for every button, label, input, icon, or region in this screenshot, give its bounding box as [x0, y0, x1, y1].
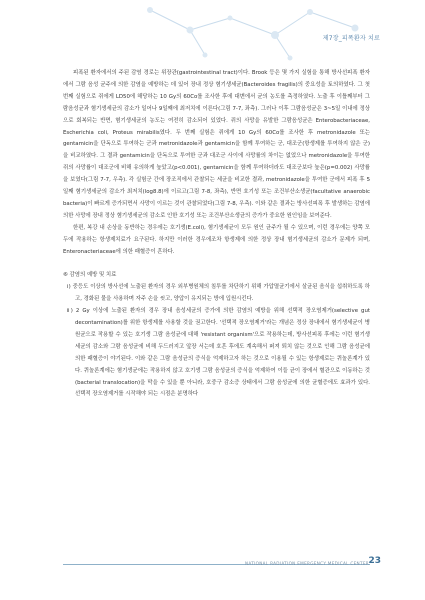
paragraph: 피폭된 환자에서의 주된 감염 경로는 위장관(gastrointestinal tract)이다. Brook 등은 몇 가지 실험을 통해 방사선피폭 환자에서 그람 음성 균주에 의한 감염을 예방하는 데 있어 장내 정상 혐기생세균(Bacteroides fragilis)의 중요성을 토의하였다. 그 첫 번째 실험으로 쥐에게 LD50에 해당하는 10 Gy의 60Co를 조사한 후에 대변에서 균의 농도를 측정하였다. 노출 후 이틀째부터 그람음성균과 혐기생세균의 감소가 일어나 9일째에 최저치에 이른다(그림 7-7, 좌측). 그러나 이후 그람음성균은 3~5일 이내에 정상으로 회복되는 반면, 혐기생세균의 농도는 여전히 감소되어 있었다. 쥐의 사망을 유발한 그람음성균은 Enterobacteriaceae, Escherichia coli, Proteus mirabilis였다. 두 번째 실험은 쥐에게 10 Gy의 60Co를 조사한 후 metronidazole 또는 gentamicin을 단독으로 투여하는 군과 metronidazole과 gentamicin을 함께 투여하는 군, 대조군(항생제를 투여하지 않은 군)을 비교하였다. 그 결과 gentamicin을 단독으로 투여한 군과 대조군 사이에 사망률의 차이는 없었으나 metronidazole을 투여한 쥐의 사망률이 대조군에 비해 유의하게 높았고(p<0.001), gentamicin을 함께 투여하더라도 대조군보다 높은(p=0.002) 사망률을 보였다(그림 7-7, 우측). 각 실험군 간에 장조직에서 관찰되는 세균을 비교한 결과, metronidazole을 투여한 군에서 피폭 후 5일째 혐기생세균의 감소가 최저치(log8.8)에 이르고(그림 7-8, 좌측), 반면 호기성 또는 조건부산소생균(facultative anaerobic bacteria)이 빠르게 증가되면서 사망이 이르는 것이 관찰되었다(그림 7-8, 우측). 이와 같은 결과는 방사선피폭 후 발생하는 감염에 의한 사망에 장내 정상 혐기생세균의 감소로 인한 호기성 또는 조건부산소생균의 증가가 중요한 원인임을 보여준다.	[63, 70, 370, 219]
spacer	[63, 259, 370, 271]
list-item: ⅰ) 중등도 이상의 방사선에 노출된 환자의 경우 외부병원체의 침투를 차단하기 위해 가압멸균기에서 살균된 음식을 섭취하도록 하고, 경화된 물을 사용하며 자주 손을 씻고, 양압이 유지되는 방에 입원시킨다.	[67, 284, 370, 303]
list-item: ⅱ) 2 Gy 이상에 노출된 환자의 경우 장내 음성세균의 증가에 의한 감염의 예방을 위해 선택적 장오염제거(selective gut decontamination)를 위한 항생제를 사용할 것을 권고한다. '선택적 장오염제거'라는 개념은 정상 장내에서 혐기생세균이 병원균으로 작용할 수 있는 호기생 그람 음성균에 대해 'resistant organism'으로 작용하는데, 방사선피폭 후에는 이런 혐기생세균의 감소와 그람 음성균에 비해 두드러지고 앞장 서는데 호흔 후에도 계속해서 퍼져 퇴치 않는 것으로 인해 그람 음성균에 의한 패혈증이 야기된다. 이와 같은 그람 음성균의 증식을 억제하고자 하는 것으로 이용될 수 있는 항생제로는 퀴놀론계가 있다. 퀴놀론계에는 혐기생균에는 작용하지 않고 호기생 그람 음성균의 증식을 억제하여 이들 균이 장에서 혈관으로 이동하는 것(bacterial translocation)을 막을 수 있을 뿐 아니라, 호중구 감소증 상태에서 그람 음성균에 의한 균혈증에도 효과가 있다. 선택적 장오염제거를 시작해야 되는 시점은 분명하다	[67, 308, 370, 398]
chapter-header: 제7장_피폭환자 치료	[322, 35, 380, 42]
section-heading: ⑥ 감염의 예방 및 치료	[63, 272, 117, 279]
page-number: 23	[368, 556, 381, 566]
body-content	[63, 68, 370, 401]
footer-label: NATIONAL RADIATION EMERGENCY MEDICAL CENTER	[244, 561, 369, 566]
paragraph: 한편, 복강 내 손상을 동반하는 경우에는 호기생(E.coli), 혐기생세균이 모두 원인 균주가 될 수 있으며, 이런 경우에는 양쪽 모두에 작용하는 항생제치료가 요구된다. 하지만 이러한 경우에조차 항생제에 의한 정상 장내 혐기생세균의 감소가 문제가 되며, Enteronacteriaceae에 의한 패혈증이 흔하다.	[63, 224, 370, 255]
